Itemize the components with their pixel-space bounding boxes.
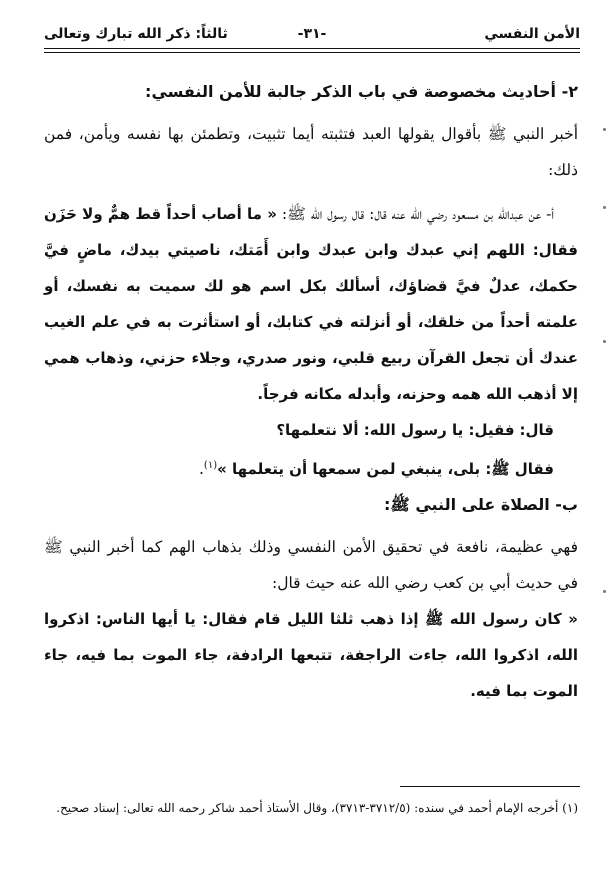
heading-section-2: ٢- أحاديث مخصوصة في باب الذكر جالبة للأمن النفسي: <box>145 82 578 101</box>
footnote-block <box>44 796 578 820</box>
footnote-1: (١) أخرجه الإمام أحمد في سنده: (٣٧١٢/٥-٣٧١٣)، وقال الأستاذ أحمد شاكر رحمه الله تعالى: إسناد صحيح. <box>56 801 578 815</box>
paragraph-intro: أخبر النبي ﷺ بأقوال يقولها العبد فتثبته أيما تثبيت، وتطمئن بها نفسه ويأمن، فمن ذلك: <box>44 125 578 179</box>
item-a-lead: أ- عن عبدالله بن مسعود رضي الله عنه قال: قال رسول الله ﷺ: <box>281 205 554 223</box>
margin-dot <box>603 340 606 343</box>
item-b-quote: « كان رسول الله ﷺ إذا ذهب ثلثا الليل قام فقال: يا أيها الناس: اذكروا الله، اذكروا الله، جاءت الراجفة، تتبعها الرادفة، جاء الموت بما فيه، جاء الموت بما فيه. <box>44 610 578 701</box>
header-page-number: -٣١- <box>297 26 327 42</box>
margin-dot <box>603 590 606 593</box>
header-rule-thin <box>44 52 580 53</box>
running-header <box>44 22 580 48</box>
item-a-end: . <box>198 460 204 479</box>
header-rule <box>44 48 580 49</box>
heading-item-b: ب- الصلاة على النبي ﷺ: <box>384 495 578 515</box>
margin-dot <box>603 128 606 131</box>
footnote-ref-1[interactable]: (١) <box>203 460 218 471</box>
margin-dot <box>603 206 606 209</box>
paragraph-item-a <box>44 196 578 412</box>
body-text <box>44 74 578 709</box>
item-a-q-label: قال: <box>519 421 554 439</box>
paragraph-item-b: فهي عظيمة، نافعة في تحقيق الأمن النفسي وذلك بذهاب الهم كما أخبر النبي ﷺ في حديث أبي بن كعب رضي الله عنه حيث قال: <box>44 538 578 593</box>
paragraph-item-a-question <box>44 412 578 448</box>
header-section-title: ثالثاً: ذكر الله تبارك وتعالى <box>44 26 228 42</box>
paragraph-item-a-answer <box>44 448 578 487</box>
footnote-rule <box>400 786 580 787</box>
item-a-answer: فقال ﷺ: بلى، ينبغي لمن سمعها أن يتعلمها » <box>217 460 554 479</box>
item-a-quote: « ما أصاب أحداً قط همٌّ ولا حَزَن فقال: اللهم إني عبدك وابن عبدك وابن أَمَتك، ناصيتي بيدك، ماضٍ فيَّ حكمك، عدلٌ فيَّ قضاؤك، أسألك بكل اسم هو لك سميت به نفسك، أو علمته أحداً من خلقك، أو أنزلته في كتابك، أو استأثرت به في علم الغيب عندك أن تجعل القرآن ربيع قلبي، ونور صدري، وجلاء حزني، وذهاب همي إلا أذهب الله همه وحزنه، وأبدله مكانه فرجاً. <box>44 205 578 403</box>
header-book-title: الأمن النفسي <box>484 26 580 42</box>
item-a-question: فقيل: يا رسول الله: ألا نتعلمها؟ <box>276 421 515 439</box>
